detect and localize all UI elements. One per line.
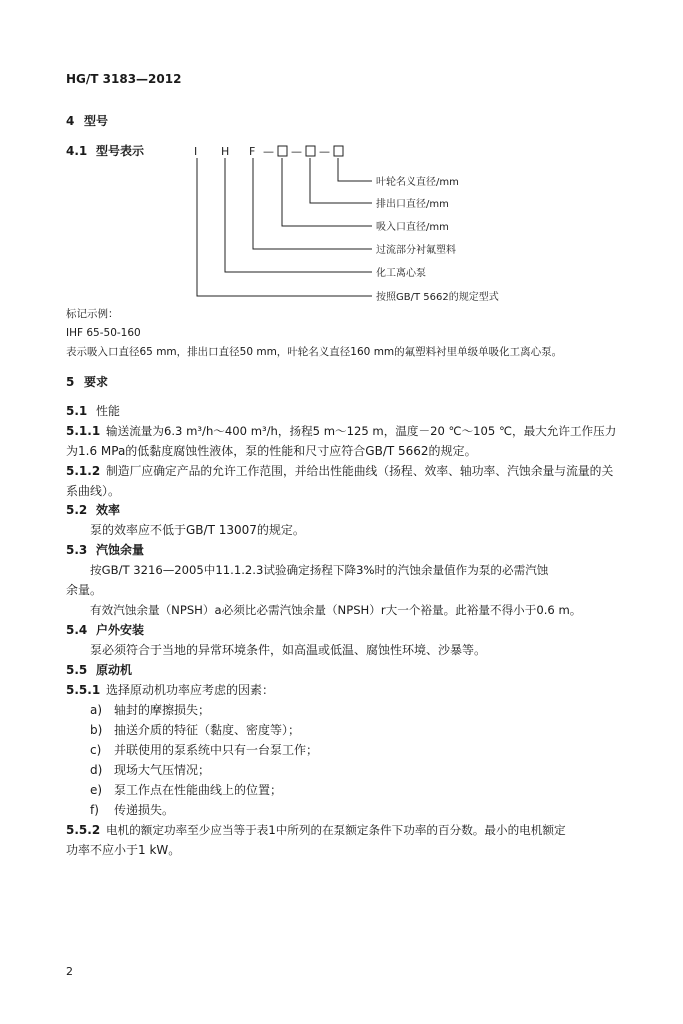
section-5-2-title: 效率 [96, 503, 121, 517]
leader-type [197, 158, 372, 296]
list-item-label: b) [90, 723, 103, 737]
section-5-3-p2: 有效汽蚀余量（NPSH）a必须比必需汽蚀余量（NPSH）r大一个裕量。此裕量不得小于0.6 m。 [90, 603, 582, 617]
label-outlet-diameter: 排出口直径/mm [376, 199, 449, 210]
label-lining: 过流部分衬氟塑料 [376, 245, 456, 256]
code-box-outlet [306, 146, 315, 156]
section-5-1-number: 5.1 [66, 404, 88, 418]
clause-5-1-1-number: 5.1.1 [66, 424, 101, 438]
leader-pump [225, 158, 372, 272]
list-item-label: d) [90, 763, 103, 777]
list-item-text: 轴封的摩擦损失； [114, 703, 211, 717]
example-code: IHF 65-50-160 [66, 327, 141, 339]
example-title: 标记示例： [66, 308, 119, 320]
label-impeller-diameter: 叶轮名义直径/mm [376, 177, 459, 188]
example-description: 表示吸入口直径65 mm，排出口直径50 mm，叶轮名义直径160 mm的氟塑料衬里单级单吸化工离心泵。 [66, 346, 563, 358]
list-item-text: 现场大气压情况； [114, 763, 211, 777]
list-item-text: 抽送介质的特征（黏度、密度等）； [114, 723, 301, 737]
clause-5-1-1-line1: 输送流量为6.3 m³/h～400 m³/h，扬程5 m～125 m，温度－20 ℃～105 ℃，最大允许工作压力 [106, 424, 617, 438]
standard-code: HG/T 3183—2012 [66, 72, 182, 86]
section-4-title: 型号 [84, 114, 109, 128]
clause-5-5-2-line2: 功率不应小于1 kW。 [66, 843, 181, 857]
code-letter-i: I [194, 145, 198, 158]
section-4-1-title: 型号表示 [96, 144, 145, 158]
clause-5-5-2-line1: 电机的额定功率至少应当等于表1中所列的在泵额定条件下功率的百分数。最小的电机额定 [106, 823, 566, 837]
list-item-text: 泵工作点在性能曲线上的位置； [114, 783, 283, 797]
section-5-number: 5 [66, 375, 75, 389]
section-5-title: 要求 [84, 375, 109, 389]
clause-5-1-2-line2: 系曲线）。 [66, 484, 121, 498]
section-5-2-text: 泵的效率应不低于GB/T 13007的规定。 [90, 523, 305, 537]
label-type: 按照GB/T 5662的规定型式 [376, 292, 499, 303]
code-letter-h: H [221, 145, 230, 158]
list-item-label: e) [90, 783, 103, 797]
clause-5-1-2-number: 5.1.2 [66, 464, 101, 478]
clause-5-1-2-line1: 制造厂应确定产品的允许工作范围，并给出性能曲线（扬程、效率、轴功率、汽蚀余量与流量的关 [106, 464, 614, 478]
clause-5-5-2-number: 5.5.2 [66, 823, 101, 837]
list-item-label: a) [90, 703, 103, 717]
list-item-text: 传递损失。 [114, 803, 175, 817]
clause-5-5-1-text: 选择原动机功率应考虑的因素： [106, 683, 275, 697]
section-5-4-title: 户外安装 [96, 623, 145, 637]
label-pump: 化工离心泵 [376, 268, 426, 279]
section-5-3-number: 5.3 [66, 543, 88, 557]
code-dash-3: — [319, 145, 330, 158]
section-5-1-title: 性能 [96, 404, 121, 418]
section-5-5-number: 5.5 [66, 663, 88, 677]
label-inlet-diameter: 吸入口直径/mm [376, 222, 449, 233]
section-5-3-p1-line1: 按GB/T 3216—2005中11.1.2.3试验确定扬程下降3%时的汽蚀余量值作为泵的必需汽蚀 [90, 563, 549, 577]
list-item-text: 并联使用的泵系统中只有一台泵工作； [114, 743, 319, 757]
code-box-inlet [278, 146, 287, 156]
model-designation-diagram [0, 0, 683, 320]
section-5-4-number: 5.4 [66, 623, 88, 637]
section-4-number: 4 [66, 114, 75, 128]
section-5-5-title: 原动机 [96, 663, 133, 677]
leader-impeller [338, 158, 372, 181]
code-letter-f: F [249, 145, 256, 158]
clause-5-1-1-line2: 为1.6 MPa的低黏度腐蚀性液体，泵的性能和尺寸应符合GB/T 5662的规定。 [66, 444, 477, 458]
list-item-label: c) [90, 743, 102, 757]
code-box-impeller [334, 146, 343, 156]
clause-5-5-1-number: 5.5.1 [66, 683, 101, 697]
code-dash-1: — [263, 145, 274, 158]
page-number: 2 [66, 965, 73, 978]
section-5-4-text: 泵必须符合于当地的异常环境条件，如高温或低温、腐蚀性环境、沙暴等。 [90, 643, 487, 657]
section-5-3-p1-line2: 余量。 [66, 583, 103, 597]
leader-inlet [282, 158, 372, 226]
section-4-1-number: 4.1 [66, 144, 88, 158]
section-5-2-number: 5.2 [66, 503, 88, 517]
list-item-label: f) [90, 803, 99, 817]
code-dash-2: — [291, 145, 302, 158]
section-5-3-title: 汽蚀余量 [96, 543, 145, 557]
